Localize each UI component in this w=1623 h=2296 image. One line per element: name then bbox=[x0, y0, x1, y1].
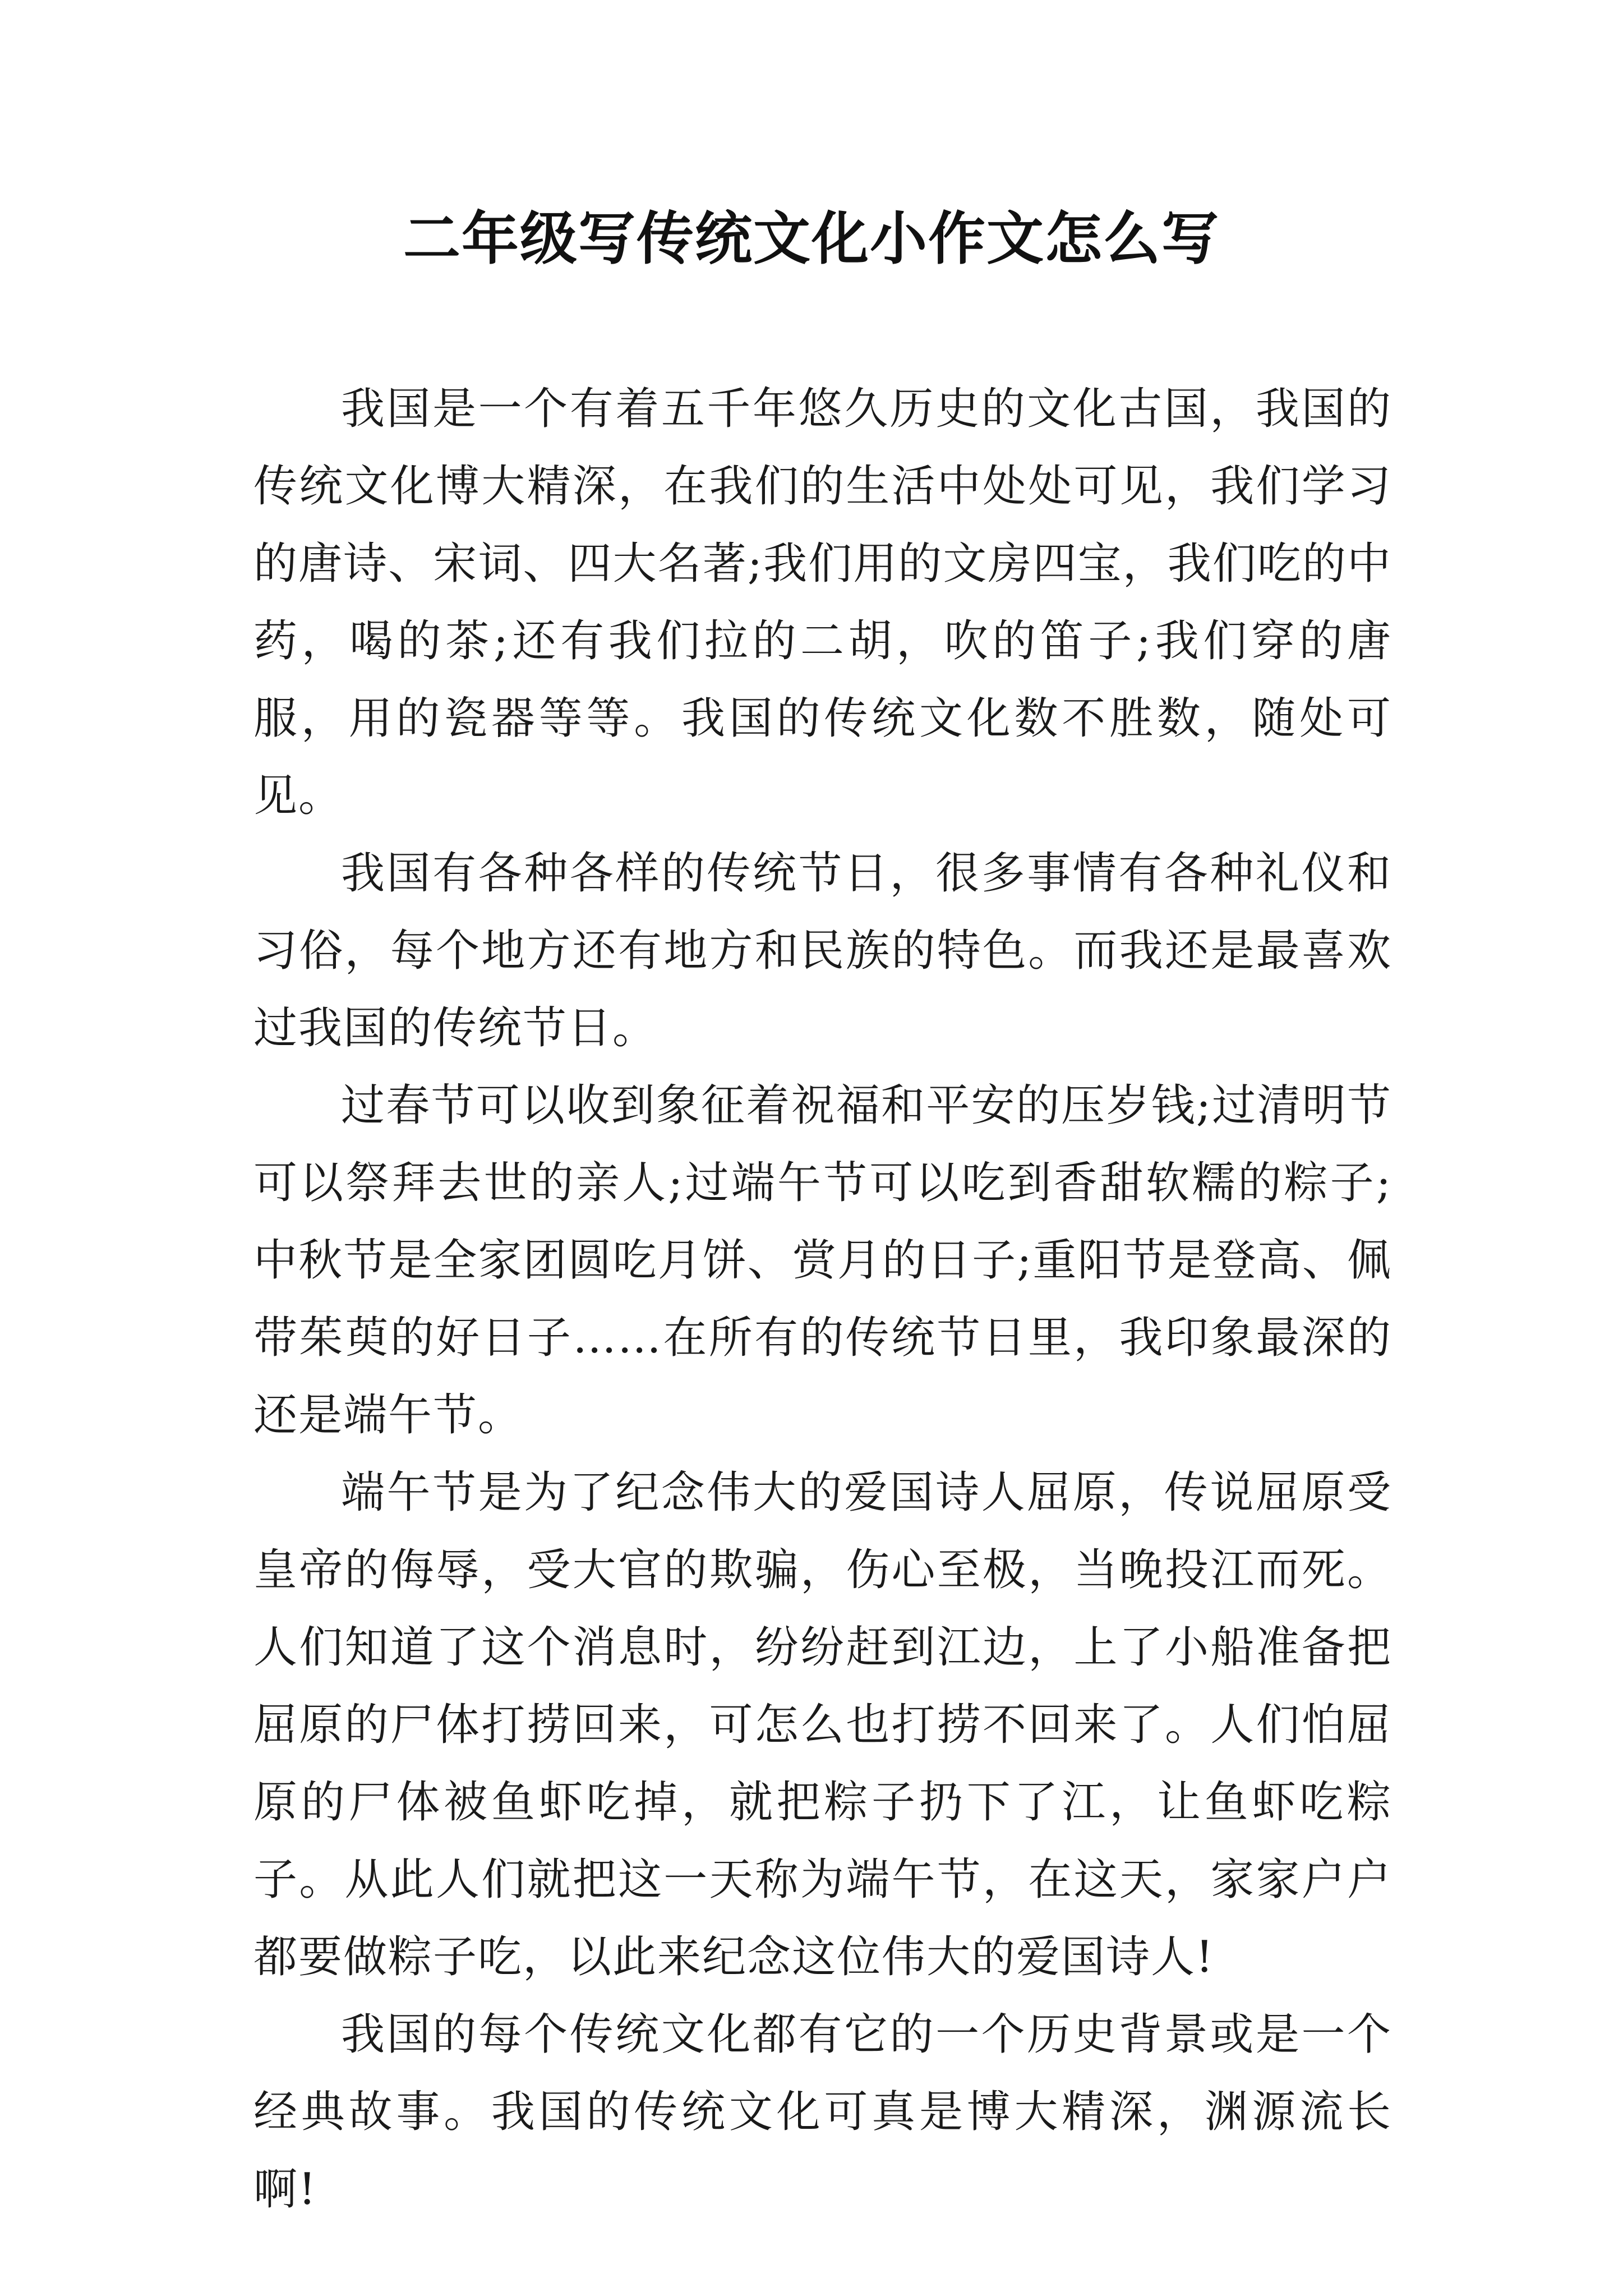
paragraph-1: 我国是一个有着五千年悠久历史的文化古国，我国的传统文化博大精深，在我们的生活中处处可见，我们学习的唐诗、宋词、四大名著;我们用的文房四宝，我们吃的中药，喝的茶;还有我们拉的二胡，吹的笛子;我们穿的唐服，用的瓷器等等。我国的传统文化数不胜数，随处可见。 bbox=[253, 384, 1392, 821]
paragraph-2: 我国有各种各样的传统节日，很多事情有各种礼仪和习俗，每个地方还有地方和民族的特色。而我还是最喜欢过我国的传统节日。 bbox=[253, 848, 1392, 1053]
paragraph-5: 我国的每个传统文化都有它的一个历史背景或是一个经典故事。我国的传统文化可真是博大精深，渊源流长啊! bbox=[253, 2009, 1392, 2215]
document-title: 二年级写传统文化小作文怎么写 bbox=[403, 205, 1220, 273]
paragraph-3: 过春节可以收到象征着祝福和平安的压岁钱;过清明节可以祭拜去世的亲人;过端午节可以吃到香甜软糯的粽子;中秋节是全家团圆吃月饼、赏月的日子;重阳节是登高、佩带茱萸的好日子……在所有的传统节日里，我印象最深的还是端午节。 bbox=[253, 1080, 1392, 1441]
paragraph-4: 端午节是为了纪念伟大的爱国诗人屈原，传说屈原受皇帝的侮辱，受大官的欺骗，伤心至极，当晚投江而死。人们知道了这个消息时，纷纷赶到江边，上了小船准备把屈原的尸体打捞回来，可怎么也打捞不回来了。人们怕屈原的尸体被鱼虾吃掉，就把粽子扔下了江，让鱼虾吃粽子。从此人们就把这一天称为端午节，在这天，家家户户都要做粽子吃，以此来纪念这位伟大的爱国诗人! bbox=[253, 1467, 1392, 1982]
document-body bbox=[253, 370, 1392, 2228]
